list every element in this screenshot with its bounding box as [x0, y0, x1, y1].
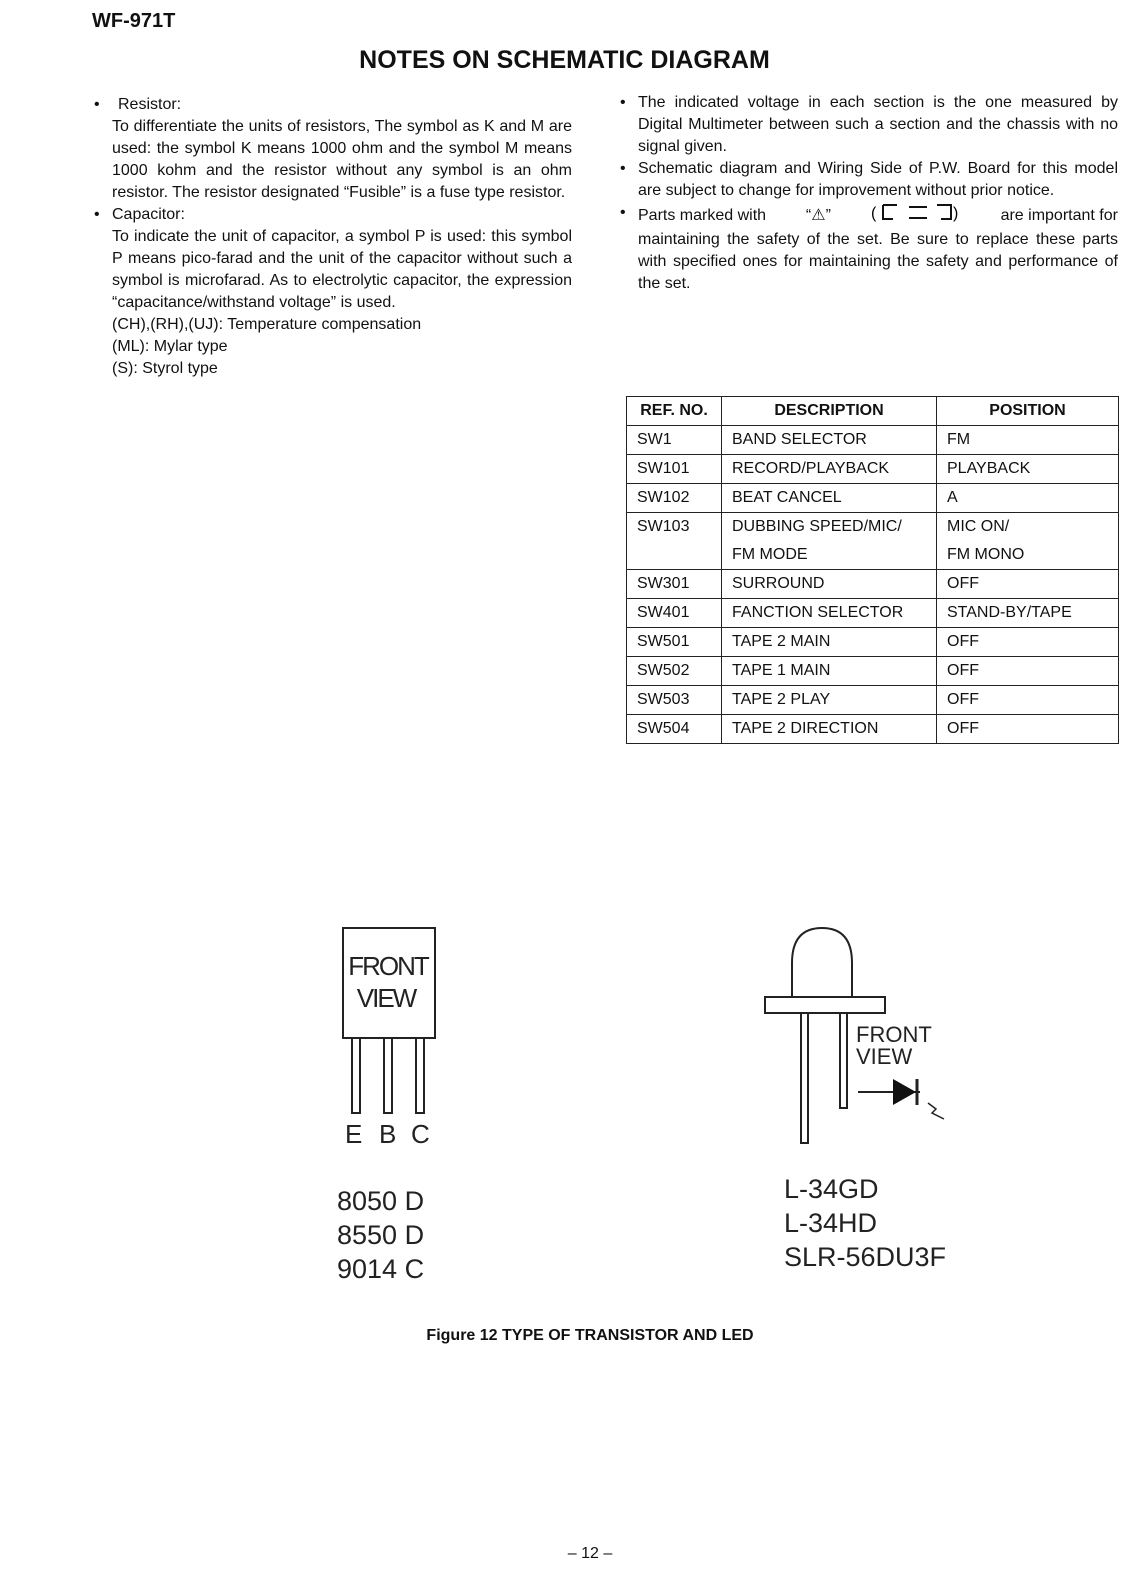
- table-row: [627, 513, 1119, 542]
- ref-cell: SW1: [627, 426, 722, 455]
- parts-marked-label: Parts marked with: [638, 206, 767, 224]
- bullet-icon: •: [620, 204, 626, 221]
- table-row: [627, 657, 1119, 686]
- svg-text:): ): [952, 205, 959, 222]
- description-cell: FM MODE: [722, 541, 937, 570]
- transistor-model: 8050 D: [337, 1186, 425, 1216]
- position-cell: A: [937, 484, 1119, 513]
- table-row: [627, 599, 1119, 628]
- svg-text:(: (: [870, 205, 877, 222]
- description-cell: TAPE 2 MAIN: [722, 628, 937, 657]
- ref-cell: SW503: [627, 686, 722, 715]
- capacitor-text: To indicate the unit of capacitor, a symbol P is used: this symbol P means pico-farad and the unit of the capacitor without such a symbol is microfarad. As to electrolytic capacitor, the expression “capacitance/withstand voltage” is used.: [112, 228, 572, 311]
- transistor-model: 8550 D: [337, 1220, 425, 1250]
- switch-position-table: [626, 396, 1119, 744]
- table-row: [627, 426, 1119, 455]
- position-cell: OFF: [937, 628, 1119, 657]
- temp-compensation-note: (CH),(RH),(UJ): Temperature compensation: [112, 316, 422, 333]
- parts-rest-a: are important for: [1000, 206, 1118, 224]
- description-cell: TAPE 2 PLAY: [722, 686, 937, 715]
- bullet-icon: •: [94, 96, 100, 113]
- transistor-models: [337, 1184, 424, 1286]
- bullet-icon: •: [620, 94, 626, 111]
- position-cell: FM: [937, 426, 1119, 455]
- led-model: SLR-56DU3F: [784, 1242, 947, 1272]
- description-cell: FANCTION SELECTOR: [722, 599, 937, 628]
- ref-cell: SW101: [627, 455, 722, 484]
- description-cell: BEAT CANCEL: [722, 484, 937, 513]
- warning-triangle-icon: “⚠”: [805, 206, 831, 224]
- safety-note: [618, 202, 1118, 295]
- page-title: NOTES ON SCHEMATIC DIAGRAM: [359, 46, 770, 74]
- bullet-icon: •: [620, 160, 626, 177]
- header-ref-no: REF. NO.: [627, 397, 722, 426]
- ref-cell: SW504: [627, 715, 722, 744]
- led-drawing: [760, 925, 970, 1145]
- table-row: [627, 570, 1119, 599]
- description-cell: RECORD/PLAYBACK: [722, 455, 937, 484]
- resistor-heading: Resistor:: [118, 96, 182, 113]
- ref-cell: SW401: [627, 599, 722, 628]
- ref-cell: SW102: [627, 484, 722, 513]
- ref-cell: [627, 541, 722, 570]
- notes-left-column: [92, 94, 572, 380]
- position-cell: FM MONO: [937, 541, 1119, 570]
- position-cell: STAND-BY/TAPE: [937, 599, 1119, 628]
- table-row: [627, 455, 1119, 484]
- safety-first-line: [638, 202, 1118, 229]
- voltage-note: [618, 92, 1118, 158]
- transistor-drawing: [340, 925, 450, 1125]
- capacitor-heading: Capacitor:: [112, 206, 185, 223]
- transistor-view-label: VIEW: [356, 983, 416, 1013]
- safety-text: maintaining the safety of the set. Be sure to replace these parts with specified ones for maintaining the safety and performance of the set.: [638, 231, 1118, 292]
- figure-caption: Figure 12 TYPE OF TRANSISTOR AND LED: [426, 1327, 754, 1344]
- pin-e-label: E: [345, 1119, 363, 1149]
- description-cell: SURROUND: [722, 570, 937, 599]
- voltage-text: The indicated voltage in each section is the one measured by Digital Multimeter between such a section and the chassis with no signal given.: [638, 94, 1118, 155]
- position-cell: PLAYBACK: [937, 455, 1119, 484]
- table-row: [627, 628, 1119, 657]
- position-cell: OFF: [937, 715, 1119, 744]
- ref-cell: SW501: [627, 628, 722, 657]
- led-model: L-34HD: [784, 1208, 878, 1238]
- capacitor-note: [92, 204, 572, 314]
- description-cell: BAND SELECTOR: [722, 426, 937, 455]
- ref-cell: SW103: [627, 513, 722, 542]
- header-description: DESCRIPTION: [722, 397, 937, 426]
- led-view-label: VIEW: [856, 1044, 913, 1069]
- led-model: L-34GD: [784, 1174, 879, 1204]
- description-cell: TAPE 2 DIRECTION: [722, 715, 937, 744]
- resistor-text: To differentiate the units of resistors, The symbol as K and M are used: the symbol K means 1000 ohm and the symbol M means 1000 kohm and the resistor without any symbol is an ohm resistor. The resistor designated “Fusible” is a fuse type resistor.: [112, 118, 572, 201]
- position-cell: OFF: [937, 570, 1119, 599]
- table-header-row: [627, 397, 1119, 426]
- position-cell: MIC ON/: [937, 513, 1119, 542]
- pin-b-label: B: [379, 1119, 397, 1149]
- model-number: WF-971T: [92, 10, 176, 32]
- position-cell: OFF: [937, 686, 1119, 715]
- led-models: [784, 1172, 946, 1274]
- table-row: [627, 541, 1119, 570]
- table-row: [627, 484, 1119, 513]
- schematic-note: [618, 158, 1118, 202]
- resistor-note: [92, 94, 572, 204]
- schematic-text: Schematic diagram and Wiring Side of P.W. Board for this model are subject to change for improvement without prior notice.: [638, 160, 1118, 199]
- led-front-label: FRONT: [856, 1022, 932, 1047]
- table-row: [627, 715, 1119, 744]
- header-position: POSITION: [937, 397, 1119, 426]
- table-row: [627, 686, 1119, 715]
- ref-cell: SW502: [627, 657, 722, 686]
- notes-right-column: [618, 92, 1118, 295]
- description-cell: TAPE 1 MAIN: [722, 657, 937, 686]
- description-cell: DUBBING SPEED/MIC/: [722, 513, 937, 542]
- transistor-model: 9014 C: [337, 1254, 425, 1284]
- safety-bracket-symbols-icon: [871, 202, 961, 229]
- pin-c-label: C: [411, 1119, 430, 1149]
- styrol-note: (S): Styrol type: [112, 360, 218, 377]
- position-cell: OFF: [937, 657, 1119, 686]
- page-number: – 12 –: [567, 1545, 613, 1562]
- ref-cell: SW301: [627, 570, 722, 599]
- led-diode-symbol-icon: [858, 1079, 944, 1119]
- bullet-icon: •: [94, 206, 100, 223]
- mylar-note: (ML): Mylar type: [112, 338, 228, 355]
- transistor-front-label: FRONT: [348, 951, 428, 981]
